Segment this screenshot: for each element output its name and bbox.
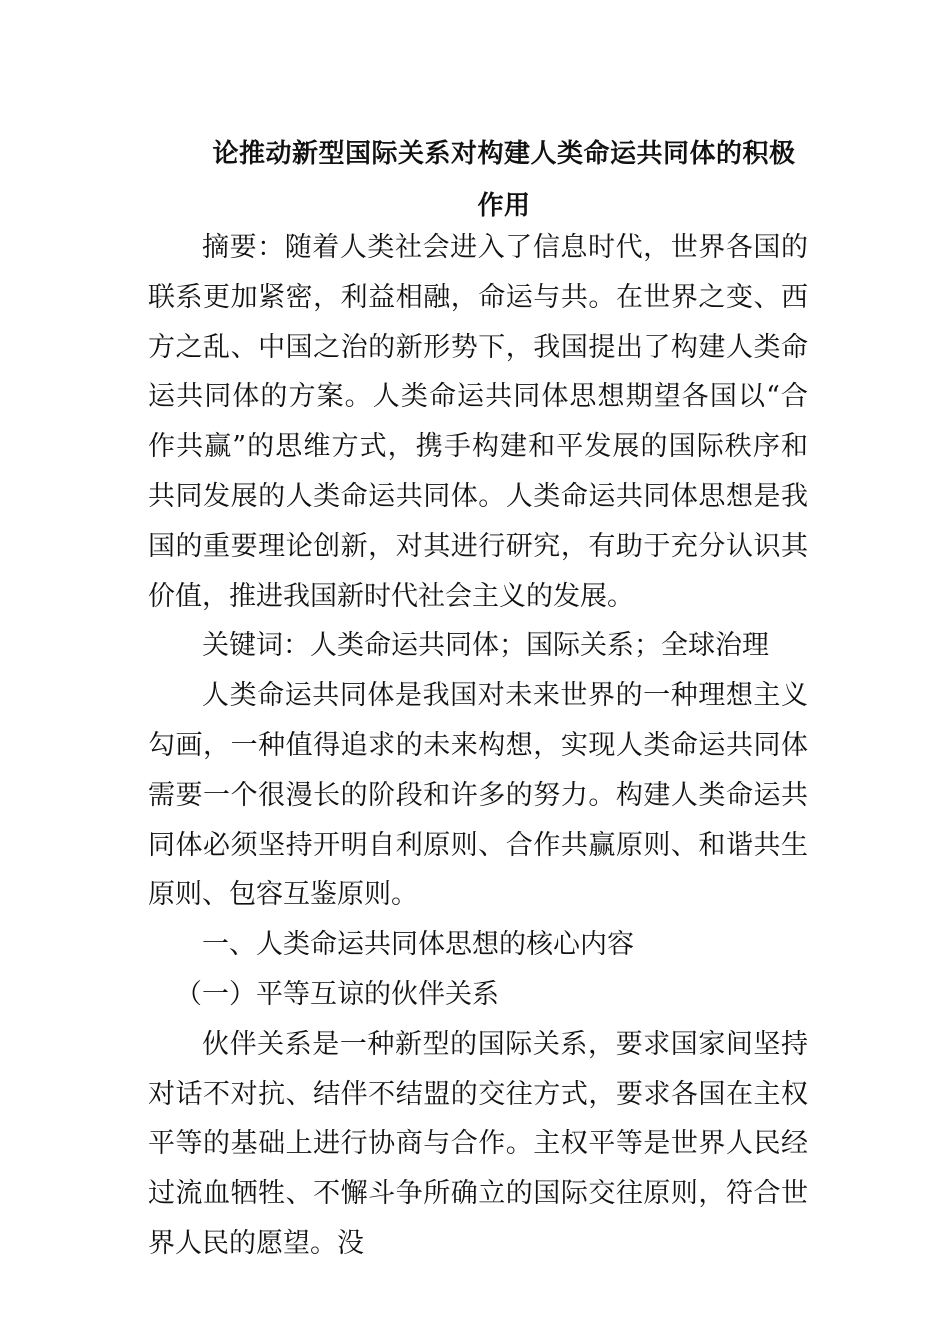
intro-paragraph: 人类命运共同体是我国对未来世界的一种理想主义勾画，一种值得追求的未来构想，实现人类命运共同体需要一个很漫长的阶段和许多的努力。构建人类命运共同体必须坚持开明自利原则、合作共赢原则、和谐共生原则、包容互鉴原则。 — [148, 680, 808, 911]
subsection-heading: （一）平等互谅的伙伴关系 — [175, 978, 499, 1010]
document-title: 论推动新型国际关系对构建人类命运共同体的积极作用 — [212, 139, 796, 221]
abstract-paragraph: 摘要：随着人类社会进入了信息时代，世界各国的联系更加紧密，利益相融，命运与共。在世界之变、西方之乱、中国之治的新形势下，我国提出了构建人类命运共同体的方案。人类命运共同体思想期望各国以“合作共赢”的思维方式，携手构建和平发展的国际秩序和共同发展的人类命运共同体。人类命运共同体思想是我国的重要理论创新，对其进行研究，有助于充分认识其价值，推进我国新时代社会主义的发展。 — [148, 232, 808, 612]
keywords-line: 关键词：人类命运共同体；国际关系；全球治理 — [202, 630, 769, 662]
body-paragraph: 伙伴关系是一种新型的国际关系，要求国家间坚持对话不对抗、结伴不结盟的交往方式，要求各国在主权平等的基础上进行协商与合作。主权平等是世界人民经过流血牺牲、不懈斗争所确立的国际交往原则，符合世界人民的愿望。没 — [148, 1028, 808, 1259]
section-heading: 一、人类命运共同体思想的核心内容 — [202, 929, 634, 961]
document-body — [148, 223, 808, 1269]
